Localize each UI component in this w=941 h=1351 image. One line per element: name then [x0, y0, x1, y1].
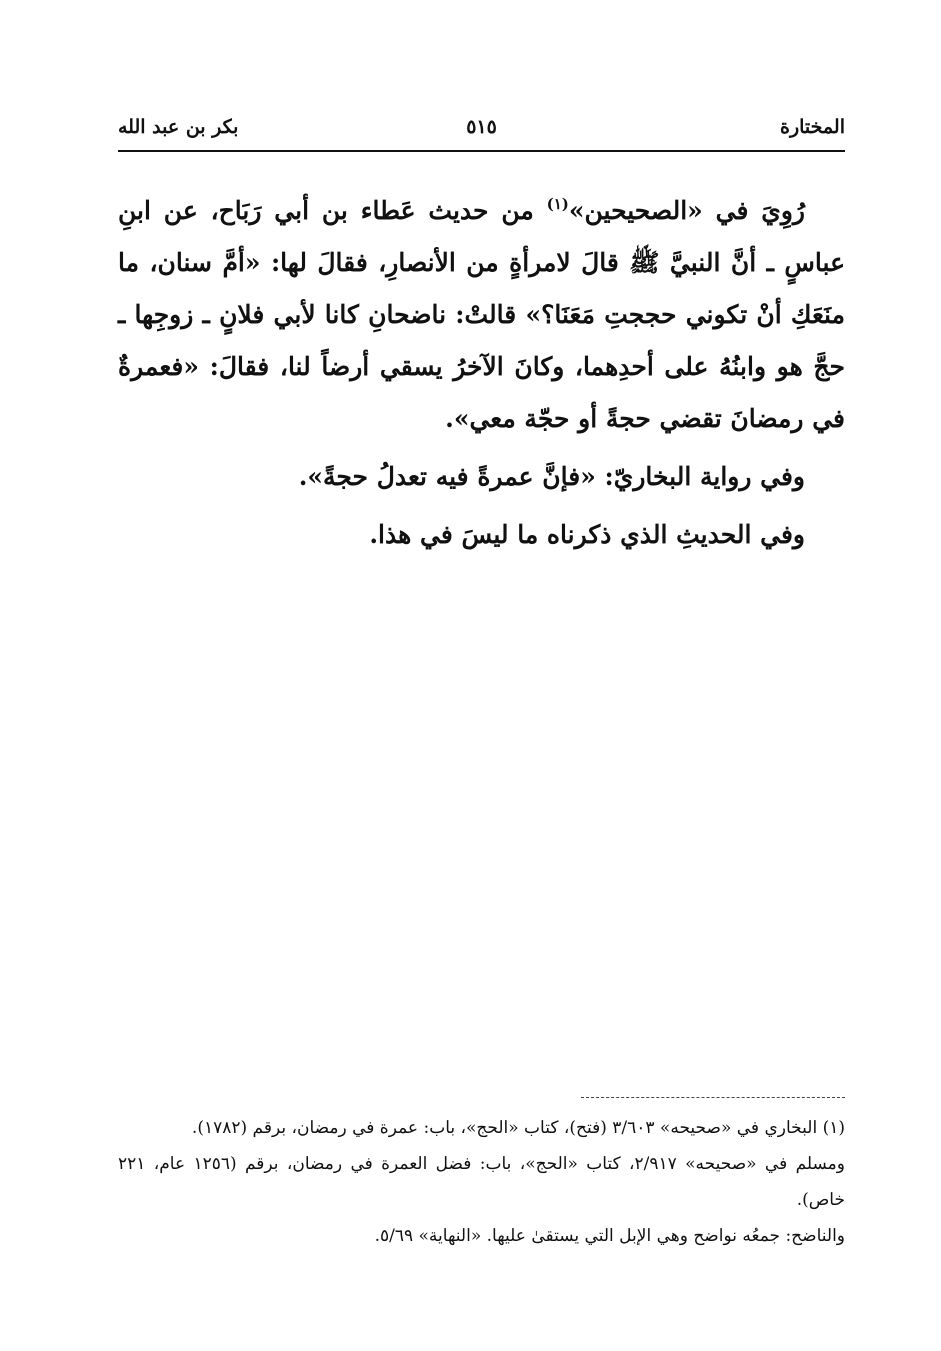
- footnote-2: ومسلم في «صحيحه» ٢/٩١٧، كتاب «الحج»، باب: فضل العمرة في رمضان، برقم (١٢٥٦ عام، ٢٢١ خاص).: [118, 1154, 845, 1210]
- main-text: [118, 178, 845, 561]
- author-name: بكر بن عبد الله: [118, 116, 239, 138]
- running-header: [118, 112, 845, 150]
- footnote-1: (١) البخاري في «صحيحه» ٣/٦٠٣ (فتح)، كتاب «الحج»، باب: عمرة في رمضان، برقم (١٧٨٢).: [191, 1118, 845, 1138]
- paragraph-1-start: رُوِيَ في «الصحيحين»: [568, 196, 806, 225]
- header-rule: [118, 150, 845, 152]
- footnote-separator: [581, 1097, 845, 1098]
- paragraph-2: وفي رواية البخاريّ: «فإنَّ عمرةً فيه تعدلُ حجةً».: [298, 462, 805, 491]
- footnote-3: والناضح: جمعُه نواضح وهي الإبل التي يستقىٰ عليها. «النهاية» ٥/٦٩.: [374, 1226, 845, 1246]
- footnote-reference: (١): [546, 195, 569, 213]
- paragraph-3: وفي الحديثِ الذي ذكرناه ما ليسَ في هذا.: [369, 520, 805, 549]
- paragraph-1: [118, 178, 845, 445]
- footnotes: [118, 1110, 845, 1254]
- page-number: ٥١٥: [466, 116, 497, 138]
- book-title: المختارة: [780, 116, 845, 138]
- paragraph-1-rest: من حديث عَطاء بن أبي رَبَاح، عن ابنِ عباسٍ ـ أنَّ النبيَّ ﷺ قالَ لامرأةٍ من الأنصارِ، فقالَ لها: «أمَّ سنان، ما منَعَكِ أنْ تكوني حججتِ مَعَنَا؟» قالتْ: ناضحانِ كانا لأبي فلانٍ ـ زوجِها ـ حجَّ هو وابنُهُ على أحدِهما، وكانَ الآخرُ يسقي أرضاً لنا، فقالَ: «فعمرةٌ في رمضانَ تقضي حجةً أو حجّة معي».: [118, 196, 845, 433]
